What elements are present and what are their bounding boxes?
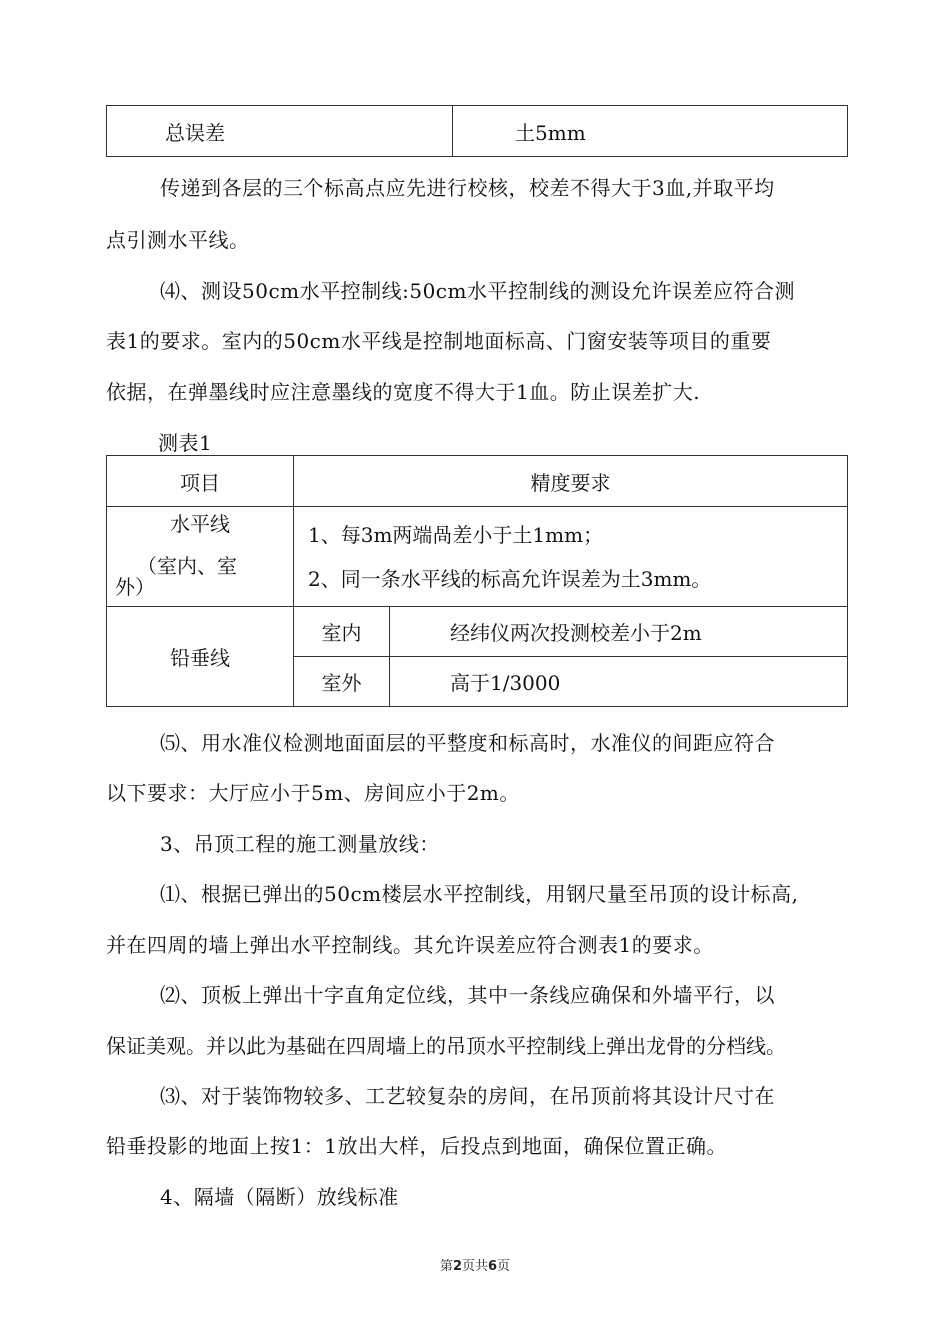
footer-page-number: 2 xyxy=(452,1259,462,1274)
paragraph-line: ⑸、用水准仪检测地面面层的平整度和标高时，水准仪的间距应符合 xyxy=(160,731,775,755)
row2-sub2: 室外 xyxy=(321,671,362,695)
header-item-cell xyxy=(107,456,294,507)
row2-sub2-req-cell xyxy=(390,657,848,707)
header-req: 精度要求 xyxy=(530,470,611,495)
table-caption: 测表1 xyxy=(158,431,213,455)
paragraph-line: 铅垂投影的地面上按1：1放出大样，后投点到地面，确保位置正确。 xyxy=(106,1134,727,1158)
row1-item-cell xyxy=(107,507,294,607)
row1-req1: 1、每3m两端咼差小于土1mm； xyxy=(308,522,604,547)
paragraph-line: ⑶、对于装饰物较多、工艺较复杂的房间，在吊顶前将其设计尺寸在 xyxy=(160,1084,775,1108)
row2-item: 铅垂线 xyxy=(170,646,230,670)
page-footer xyxy=(0,1255,950,1274)
footer-prefix: 第 xyxy=(439,1259,453,1274)
row1-item-line2: （室内、室 xyxy=(137,553,237,578)
row2-item-cell xyxy=(107,607,294,707)
paragraph-line: ⑴、根据已弹出的50cm楼层水平控制线，用钢尺量至吊顶的设计标高, xyxy=(160,882,799,906)
error-value: 土5mm xyxy=(515,120,586,145)
paragraph-line: 依据，在弹墨线时应注意墨线的宽度不得大于1血。防止误差扩大. xyxy=(106,380,701,404)
error-label-cell xyxy=(107,106,453,157)
row2-sub1-req-cell xyxy=(390,607,848,657)
row1-req2: 2、同一条水平线的标高允许误差为土3mm。 xyxy=(308,566,712,591)
row1-item-line3: 外） xyxy=(115,574,155,599)
error-table xyxy=(106,105,848,157)
paragraph-line: 保证美观。并以此为基础在四周墙上的吊顶水平控制线上弹出龙骨的分档线。 xyxy=(106,1034,786,1058)
paragraph-line: 传递到各层的三个标高点应先进行校核，校差不得大于3血,并取平均 xyxy=(160,176,775,200)
error-value-cell xyxy=(453,106,848,157)
paragraph-line: 表1的要求。室内的50cm水平线是控制地面标高、门窗安装等项目的重要 xyxy=(106,329,772,353)
row2-sub2-req: 高于1/3000 xyxy=(450,671,561,695)
paragraph-line: 点引测水平线。 xyxy=(106,228,250,252)
footer-total-pages: 6 xyxy=(488,1259,498,1274)
header-item: 项目 xyxy=(180,470,220,495)
row2-sub1-cell xyxy=(294,607,390,657)
paragraph-line: ⑵、顶板上弹出十字直角定位线，其中一条线应确保和外墙平行，以 xyxy=(160,983,775,1007)
row1-item-line1: 水平线 xyxy=(170,511,230,536)
header-req-cell xyxy=(294,456,848,507)
paragraph-line: 并在四周的墙上弹出水平控制线。其允许误差应符合测表1的要求。 xyxy=(106,933,714,957)
row2-sub1-req: 经纬仪两次投测校差小于2m xyxy=(450,621,702,645)
row1-req-cell xyxy=(294,507,848,607)
precision-table xyxy=(106,455,848,707)
paragraph-line: 4、隔墙（隔断）放线标准 xyxy=(160,1185,399,1209)
footer-middle: 页共 xyxy=(461,1259,488,1274)
row2-sub2-cell xyxy=(294,657,390,707)
error-label: 总误差 xyxy=(165,120,225,145)
paragraph-line: ⑷、测设50cm水平控制线:50cm水平控制线的测设允许误差应符合测 xyxy=(160,279,795,303)
paragraph-line: 以下要求：大厅应小于5m、房间应小于2m。 xyxy=(106,781,520,805)
paragraph-line: 3、吊顶工程的施工测量放线： xyxy=(160,832,440,856)
row2-sub1: 室内 xyxy=(321,621,362,645)
footer-suffix: 页 xyxy=(497,1259,511,1274)
